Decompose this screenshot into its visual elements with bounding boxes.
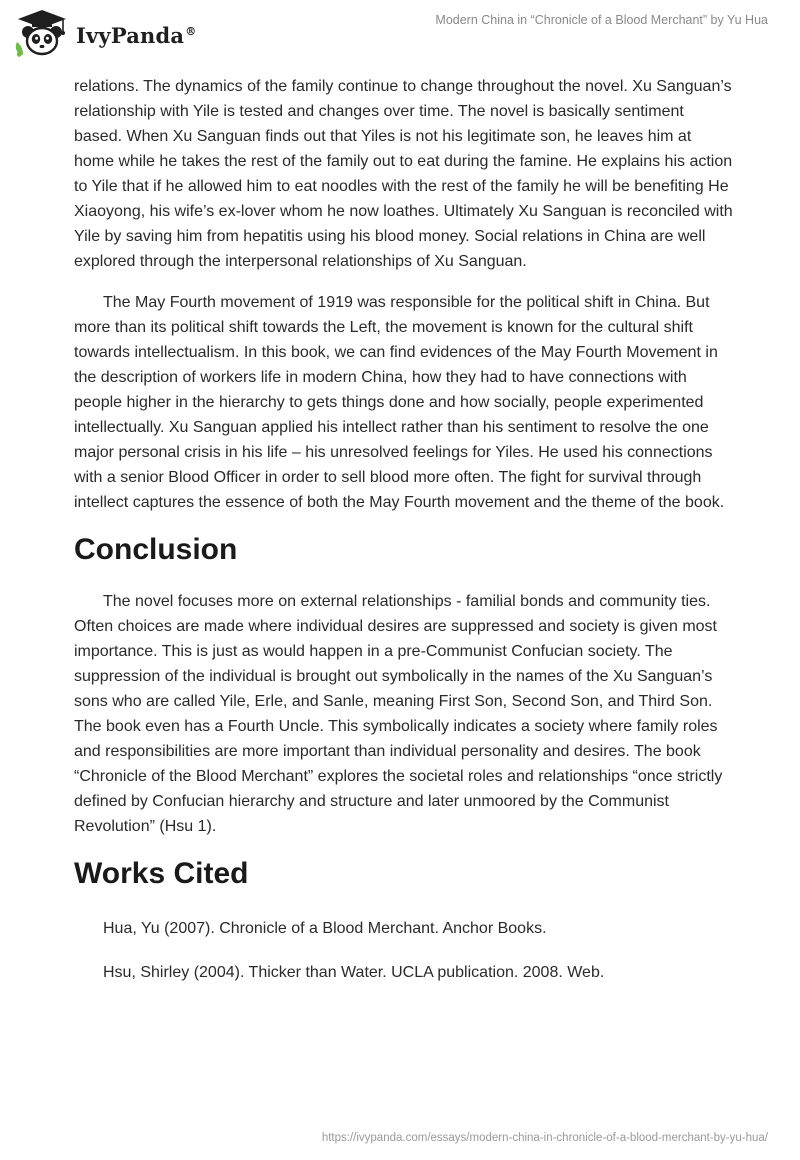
ivypanda-logo[interactable] bbox=[14, 8, 196, 58]
citation-item: Hsu, Shirley (2004). Thicker than Water. UCLA publication. 2008. Web. bbox=[103, 964, 605, 981]
paragraph-may-fourth: The May Fourth movement of 1919 was responsible for the political shift in China. But more than its political shift towards the Left, the movement is known for the cultural shift towards intellectualism. In this book, we can find evidences of the May Fourth Movement in the description of workers life in modern China, how they had to have connections with people higher in the hierarchy to gets things done and how socially, people experimented intellectually. Xu Sanguan applied his intellect rather than his sentiment to resolve the one major personal crisis in his life – his unresolved feelings for Yiles. He used his connections with a senior Blood Officer in order to sell blood more often. The fight for survival through intellect captures the essence of both the May Fourth movement and the theme of the book. bbox=[74, 294, 725, 511]
works-cited-heading: Works Cited bbox=[74, 857, 249, 890]
logo-wordmark: IvyPanda® bbox=[76, 22, 197, 48]
panda-graduate-icon bbox=[14, 8, 70, 58]
source-url-link[interactable]: https://ivypanda.com/essays/modern-china-in-chronicle-of-a-blood-merchant-by-yu-hua/ bbox=[321, 1132, 768, 1144]
page-header bbox=[0, 0, 800, 70]
paragraph-conclusion: The novel focuses more on external relationships - familial bonds and community ties. Often choices are made where individual desires are suppressed and society is given most importance. This is just as would happen in a pre-Communist Confucian society. The suppression of the individual is brought out symbolically in the names of the Xu Sanguan’s sons who are called Yile, Erle, and Sanle, meaning First Son, Second Son, and Third Son. The book even has a Fourth Uncle. This symbolically indicates a society where family roles and responsibilities are more important than individual personality and desires. The book “Chronicle of the Blood Merchant” explores the societal roles and relationships “once strictly defined by Confucian hierarchy and structure and later unmoored by the Communist Revolution” (Hsu 1). bbox=[74, 593, 723, 835]
essay-content bbox=[74, 74, 734, 1004]
running-title: Modern China in “Chronicle of a Blood Merchant” by Yu Hua bbox=[435, 13, 768, 27]
citation-item: Hua, Yu (2007). Chronicle of a Blood Merchant. Anchor Books. bbox=[103, 920, 547, 937]
paragraph-family-relations: relations. The dynamics of the family continue to change throughout the novel. Xu Sanguan’s relationship with Yile is tested and changes over time. The novel is basically sentiment based. When Xu Sanguan finds out that Yiles is not his legitimate son, he leaves him at home while he takes the rest of the family out to eat during the famine. He explains his action to Yile that if he allowed him to eat noodles with the rest of the family he will be benefiting He Xiaoyong, his wife’s ex-lover whom he now loathes. Ultimately Xu Sanguan is reconciled with Yile by saving him from hepatitis using his blood money. Social relations in China are well explored through the interpersonal relationships of Xu Sanguan. bbox=[74, 78, 733, 270]
conclusion-heading: Conclusion bbox=[74, 533, 238, 566]
